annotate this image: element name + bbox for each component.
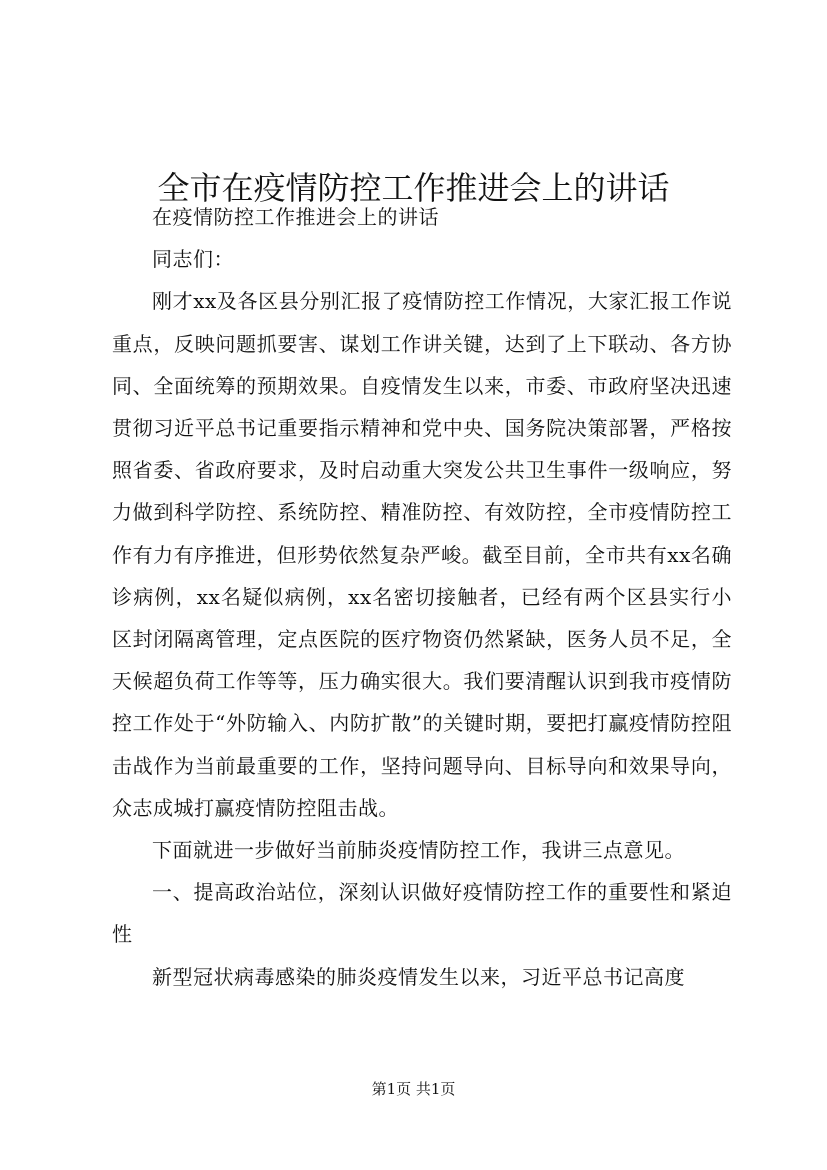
document-title: 全市在疫情防控工作推进会上的讲话	[157, 169, 670, 208]
section-heading: 一、提高政治站位，深刻认识做好疫情防控工作的重要性和紧迫性	[112, 880, 732, 947]
page-footer: 第1页 共1页	[371, 1080, 456, 1098]
salutation-paragraph: 同志们：	[152, 247, 234, 272]
subtitle-paragraph: 在疫情防控工作推进会上的讲话	[152, 205, 439, 229]
body-paragraph: 新型冠状病毒感染的肺炎疫情发生以来，习近平总书记高度	[152, 964, 685, 989]
body-paragraph: 刚才xx及各区县分别汇报了疫情防控工作情况，大家汇报工作说重点，反映问题抓要害、谋划工作讲关键，达到了上下联动、各方协同、全面统筹的预期效果。自疫情发生以来，市委、市政府坚决迅速贯彻习近平总书记重要指示精神和党中央、国务院决策部署，严格按照省委、省政府要求，及时启动重大突发公共卫生事件一级响应，努力做到科学防控、系统防控、精准防控、有效防控，全市疫情防控工作有力有序推进，但形势依然复杂严峻。截至目前，全市共有xx名确诊病例，xx名疑似病例，xx名密切接触者，已经有两个区县实行小区封闭隔离管理，定点医院的医疗物资仍然紧缺，医务人员不足，全天候超负荷工作等等，压力确实很大。我们要清醒认识到我市疫情防控工作处于“外防输入、内防扩散”的关键时期，要把打赢疫情防控阻击战作为当前最重要的工作，坚持问题导向、目标导向和效果导向，众志成城打赢疫情防控阻击战。	[112, 289, 732, 820]
body-paragraph: 下面就进一步做好当前肺炎疫情防控工作，我讲三点意见。	[152, 838, 685, 863]
document-body	[112, 196, 732, 998]
